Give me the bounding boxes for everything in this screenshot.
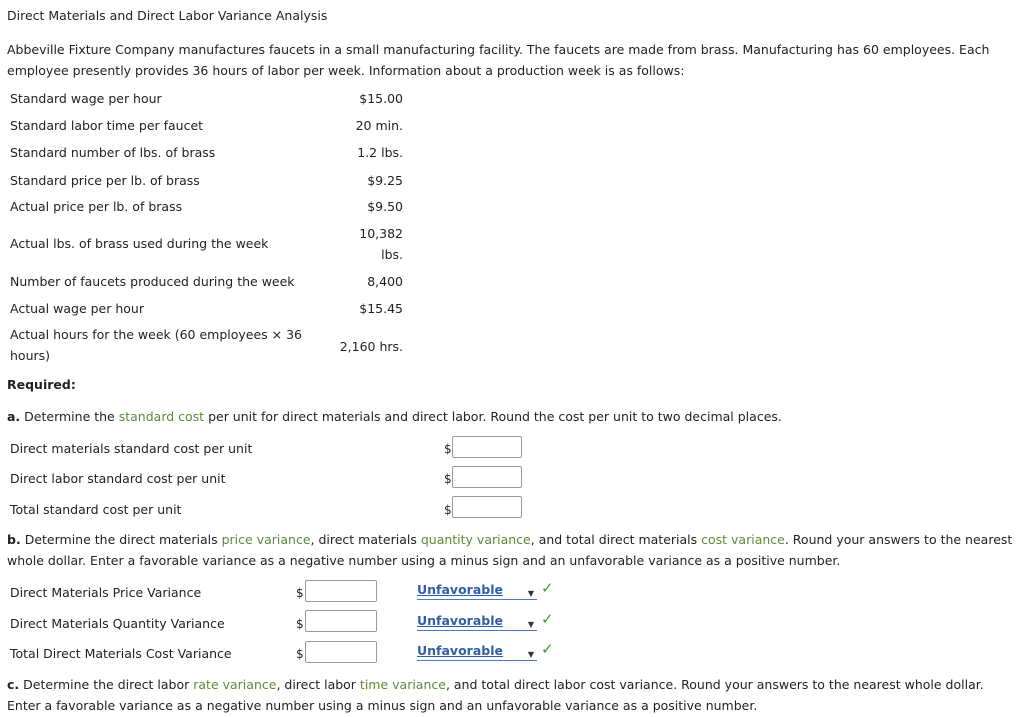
part-c-text: , and total direct labor cost variance. Round your answers to the nearest whole dollar. Enter a favorable variance as a negative number using a minus sign and an unfavorable variance as a positive number. [7, 677, 984, 713]
correct-check-icon: ✓ [541, 640, 554, 658]
part-c-text: , direct labor [276, 677, 360, 692]
selected-value: Unfavorable [417, 613, 503, 628]
part-c-instructions [7, 674, 1019, 716]
required-heading: Required: [7, 377, 76, 392]
quantity-variance-link[interactable]: quantity variance [420, 532, 531, 547]
part-b-text: , direct materials [310, 532, 421, 547]
info-value: $15.00 [359, 91, 403, 106]
info-label: Number of faucets produced during the week [10, 274, 295, 289]
correct-check-icon: ✓ [541, 610, 554, 628]
dm-standard-cost-input[interactable] [452, 436, 522, 458]
rate-variance-link[interactable]: rate variance [193, 677, 277, 692]
total-dm-cost-variance-input[interactable] [305, 641, 377, 663]
dropdown-arrow-icon: ▼ [527, 620, 534, 629]
info-value: $9.25 [367, 173, 403, 188]
info-value: 10,382 [359, 226, 403, 241]
currency-symbol: $ [444, 442, 452, 456]
intro-paragraph: Abbeville Fixture Company manufactures faucets in a small manufacturing facility. The faucets are made from brass. Manufacturing has 60 employees. Each employee presently provides 36 hours of labor per week. Information about a production week is as follows: [7, 42, 990, 78]
part-a-instructions [7, 406, 1019, 427]
dropdown-arrow-icon: ▼ [527, 589, 534, 598]
part-a-text: Determine the [24, 409, 119, 424]
info-label: Actual lbs. of brass used during the week [10, 236, 269, 251]
cost-variance-link[interactable]: cost variance [701, 532, 785, 547]
currency-symbol: $ [296, 586, 304, 600]
info-label: Actual wage per hour [10, 301, 144, 316]
selected-value: Unfavorable [417, 643, 503, 658]
info-value: $9.50 [367, 199, 403, 214]
time-variance-link[interactable]: time variance [359, 677, 446, 692]
dm-quantity-variance-select[interactable] [417, 613, 537, 631]
part-a-row-label: Direct labor standard cost per unit [10, 471, 226, 486]
info-value: 2,160 hrs. [339, 339, 403, 354]
correct-check-icon: ✓ [541, 579, 554, 597]
info-label: Actual hours for the week (60 employees × 36 hours) [10, 327, 303, 363]
currency-symbol: $ [444, 472, 452, 486]
part-b-prefix: b. [7, 532, 21, 547]
total-dm-cost-variance-select[interactable] [417, 643, 537, 661]
part-b-text: . Round your answers to the nearest whole dollar. Enter a favorable variance as a negative number using a minus sign and an unfavorable variance as a positive number. [7, 532, 1013, 568]
dm-price-variance-input[interactable] [305, 580, 377, 602]
page-title: Direct Materials and Direct Labor Variance Analysis [7, 8, 328, 23]
dm-price-variance-select[interactable] [417, 582, 537, 600]
info-label: Standard price per lb. of brass [10, 173, 200, 188]
part-a-text: per unit for direct materials and direct labor. Round the cost per unit to two decimal places. [204, 409, 782, 424]
currency-symbol: $ [296, 647, 304, 661]
part-a-prefix: a. [7, 409, 21, 424]
info-value: $15.45 [359, 301, 403, 316]
part-a-row-label: Total standard cost per unit [10, 502, 182, 517]
part-c-prefix: c. [7, 677, 20, 692]
part-b-row-label: Total Direct Materials Cost Variance [10, 646, 232, 661]
info-value: 1.2 lbs. [357, 145, 403, 160]
dropdown-arrow-icon: ▼ [527, 650, 534, 659]
price-variance-link[interactable]: price variance [221, 532, 311, 547]
currency-symbol: $ [444, 503, 452, 517]
dl-standard-cost-input[interactable] [452, 466, 522, 488]
part-b-text: Determine the direct materials [24, 532, 222, 547]
part-b-text: , and total direct materials [530, 532, 702, 547]
info-label: Standard wage per hour [10, 91, 162, 106]
info-value-unit: lbs. [381, 247, 403, 262]
part-a-row-label: Direct materials standard cost per unit [10, 441, 253, 456]
info-value: 8,400 [367, 274, 403, 289]
info-value: 20 min. [355, 118, 403, 133]
info-label: Actual price per lb. of brass [10, 199, 183, 214]
info-label: Standard labor time per faucet [10, 118, 204, 133]
part-c-text: Determine the direct labor [23, 677, 194, 692]
part-b-row-label: Direct Materials Price Variance [10, 585, 202, 600]
standard-cost-link[interactable]: standard cost [118, 409, 205, 424]
part-b-instructions [7, 529, 1019, 571]
total-standard-cost-input[interactable] [452, 496, 522, 518]
dm-quantity-variance-input[interactable] [305, 610, 377, 632]
info-label: Standard number of lbs. of brass [10, 145, 216, 160]
currency-symbol: $ [296, 617, 304, 631]
selected-value: Unfavorable [417, 582, 503, 597]
part-b-row-label: Direct Materials Quantity Variance [10, 616, 225, 631]
